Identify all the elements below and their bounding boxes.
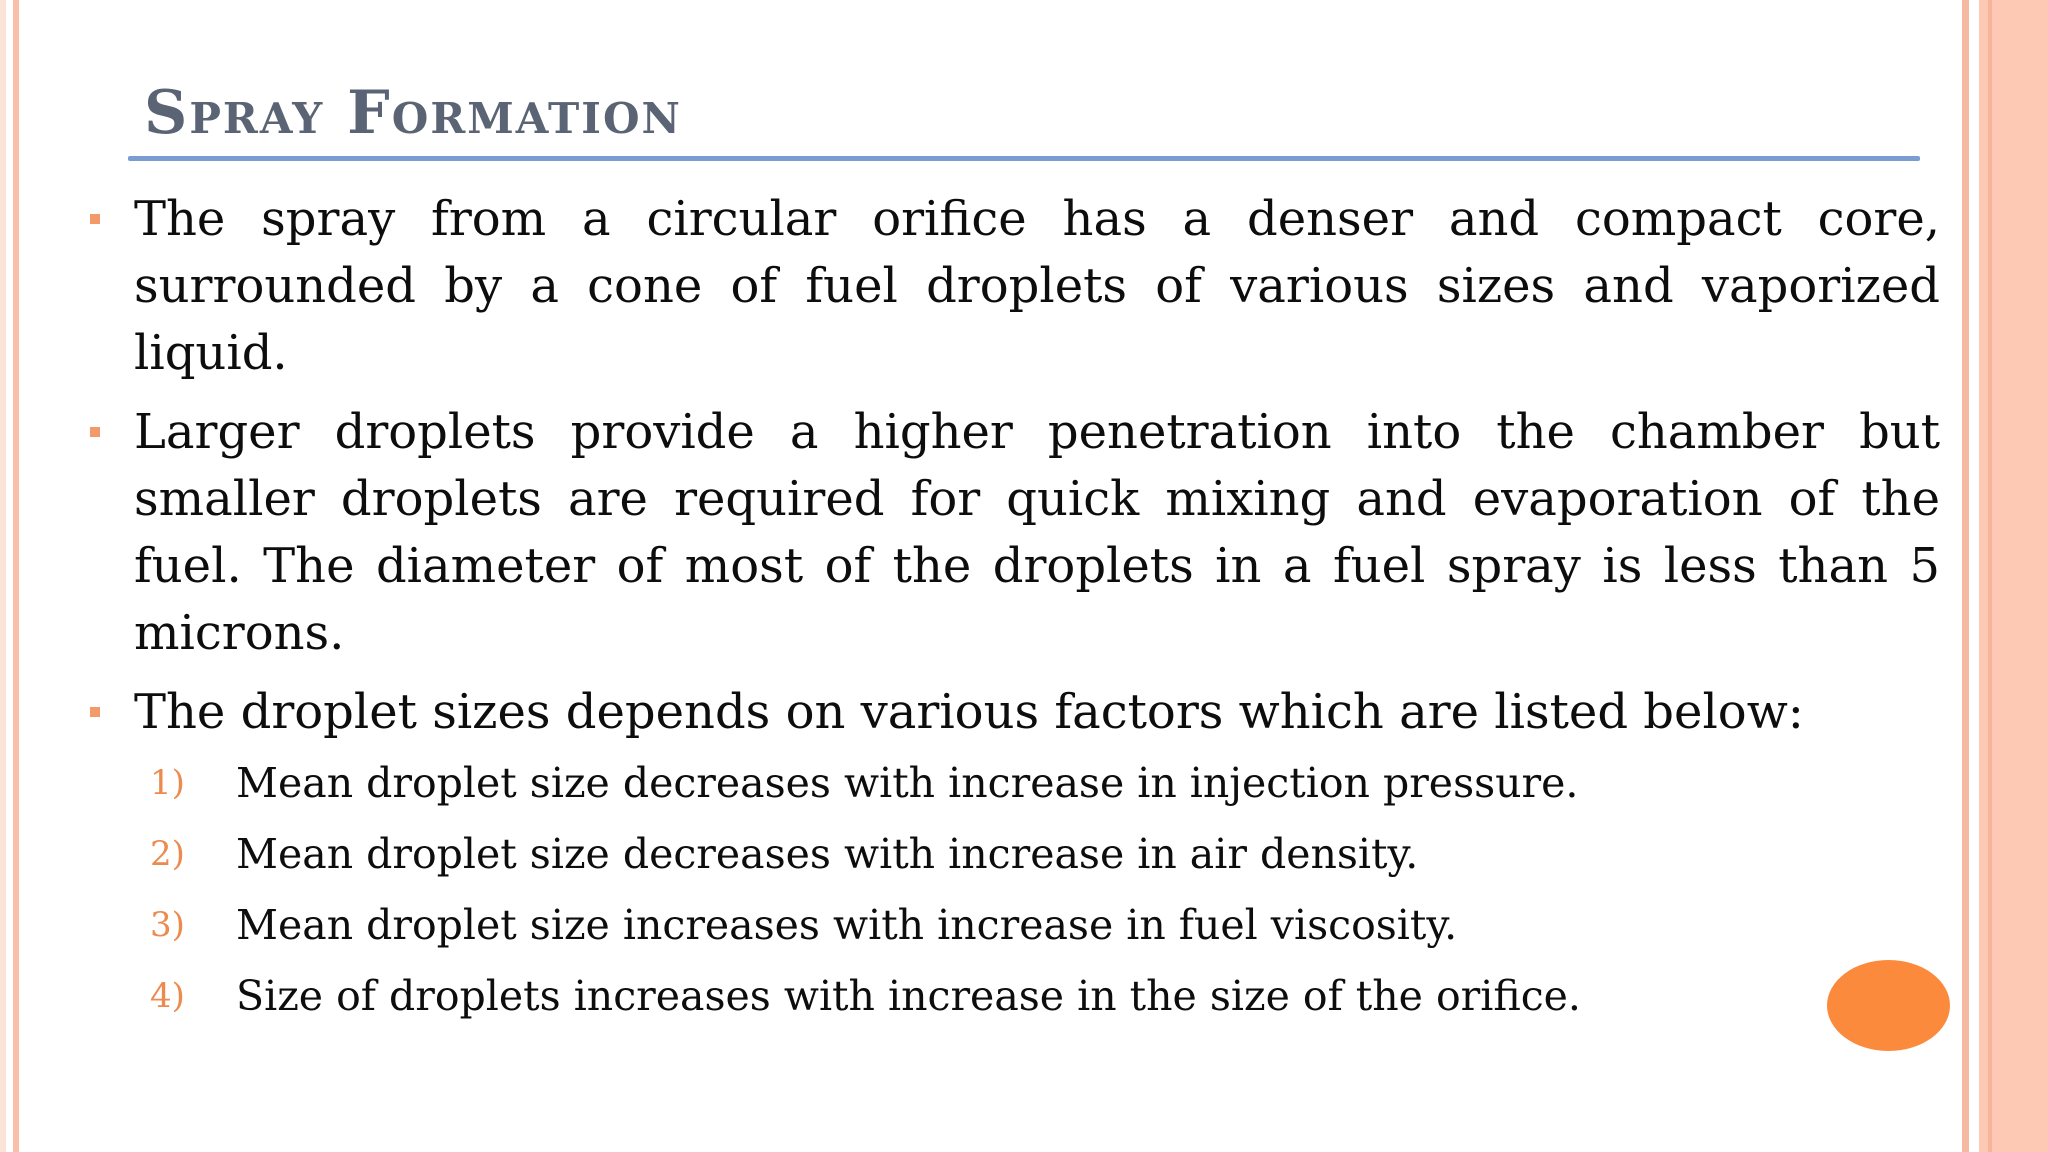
square-bullet-icon xyxy=(90,707,100,717)
factor-text: Mean droplet size decreases with increase in air density. xyxy=(236,830,1419,878)
right-border-line xyxy=(1988,0,1992,1152)
factor-item xyxy=(90,890,1940,961)
square-bullet-icon xyxy=(90,427,100,437)
bullet-text: Larger droplets provide a higher penetration into the chamber but smaller droplets are required for quick mixing and evaporation of the fuel. The diameter of most of the droplets in a fuel spray is less than 5 microns. xyxy=(134,404,1940,661)
factor-text: Mean droplet size decreases with increase in injection pressure. xyxy=(236,759,1579,807)
factor-number: 1) xyxy=(150,763,185,803)
factor-text: Size of droplets increases with increase in the size of the orifice. xyxy=(236,972,1581,1020)
slide-content xyxy=(90,186,1940,1032)
left-border-stripe xyxy=(0,0,6,1152)
factor-item xyxy=(90,819,1940,890)
bullet-text: The spray from a circular orifice has a denser and compact core, surrounded by a cone of fuel droplets of various sizes and vaporized liquid. xyxy=(134,191,1940,381)
factor-number: 2) xyxy=(150,834,185,874)
slide-title: Spray Formation xyxy=(144,78,682,148)
factor-number: 3) xyxy=(150,905,185,945)
bullet-item xyxy=(90,679,1940,746)
right-border-gap xyxy=(1969,0,1979,1152)
left-border-stripe-accent xyxy=(13,0,19,1152)
title-underline xyxy=(128,156,1920,161)
factor-number: 4) xyxy=(150,976,185,1016)
bullet-item xyxy=(90,399,1940,667)
right-border-stripe xyxy=(1962,0,1969,1152)
square-bullet-icon xyxy=(90,214,100,224)
bullet-item xyxy=(90,186,1940,387)
factor-text: Mean droplet size increases with increase in fuel viscosity. xyxy=(236,901,1458,949)
factor-item xyxy=(90,748,1940,819)
bullet-text: The droplet sizes depends on various factors which are listed below: xyxy=(134,684,1804,740)
factor-list xyxy=(90,748,1940,1032)
factor-item xyxy=(90,961,1940,1032)
decorative-orange-oval xyxy=(1827,960,1950,1051)
